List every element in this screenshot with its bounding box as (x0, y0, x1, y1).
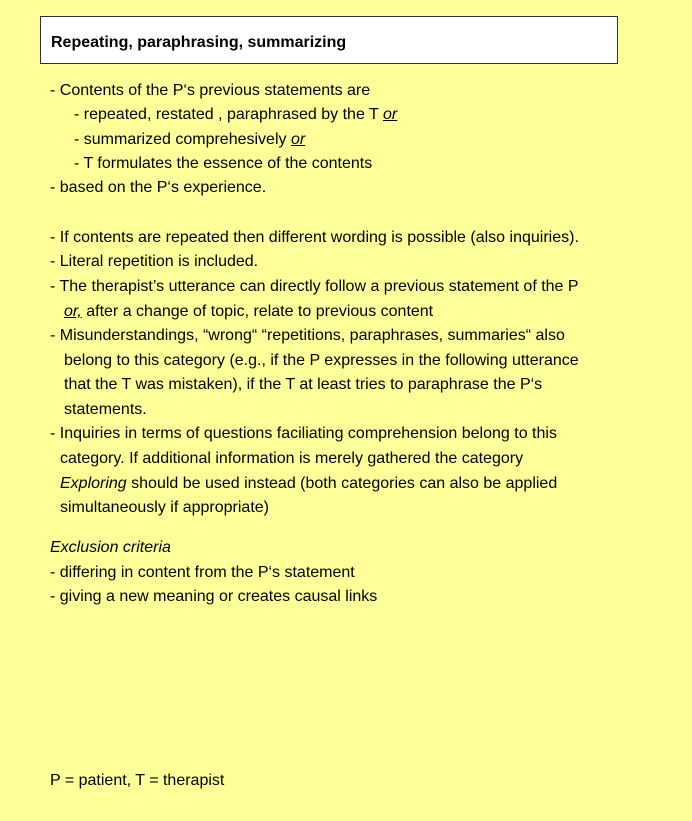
note-line-2: - Literal repetition is included. (50, 253, 259, 270)
definition-line-1: - Contents of the P‘s previous statements are (50, 82, 371, 99)
definition-line-5: - based on the P‘s experience. (50, 179, 267, 196)
note-line-11-text: should be used instead (both categories can also be applied (126, 475, 558, 492)
note-line-11 (60, 474, 557, 494)
definition-line-2 (74, 105, 397, 125)
note-line-3: - The therapist’s utterance can directly follow a previous statement of the P (50, 278, 579, 295)
exclusion-line-1: - differing in content from the P‘s statement (50, 564, 355, 581)
exploring-category: Exploring (60, 475, 127, 492)
definition-line-3-text: - summarized comprehesively (74, 131, 291, 148)
note-line-10: category. If additional information is merely gathered the category (60, 450, 524, 467)
note-line-7: that the T was mistaken), if the T at least tries to paraphrase the P‘s (64, 376, 543, 393)
note-line-5: - Misunderstandings, “wrong“ “repetitions, paraphrases, summaries“ also (50, 327, 565, 344)
note-line-4-text: after a change of topic, relate to previous content (81, 303, 434, 320)
note-line-4 (50, 302, 433, 322)
title-box (40, 16, 618, 64)
note-line-6: belong to this category (e.g., if the P expresses in the following utterance (64, 352, 579, 369)
note-line-1: - If contents are repeated then different wording is possible (also inquiries). (50, 229, 579, 246)
exclusion-heading: Exclusion criteria (50, 539, 171, 556)
definition-line-2-text: - repeated, restated , paraphrased by the T (74, 106, 383, 123)
note-line-9: - Inquiries in terms of questions faciliating comprehension belong to this (50, 425, 557, 442)
definition-line-3 (74, 130, 305, 150)
page-title: Repeating, paraphrasing, summarizing (51, 34, 347, 51)
or-connector: or, (64, 303, 82, 320)
exclusion-line-2: - giving a new meaning or creates causal links (50, 588, 378, 605)
note-line-8: statements. (64, 401, 147, 418)
or-connector: or (290, 131, 306, 148)
footer-legend: P = patient, T = therapist (50, 772, 225, 789)
note-line-12: simultaneously if appropriate) (60, 499, 269, 516)
or-connector: or (382, 106, 398, 123)
definition-line-4: - T formulates the essence of the contents (74, 155, 373, 172)
